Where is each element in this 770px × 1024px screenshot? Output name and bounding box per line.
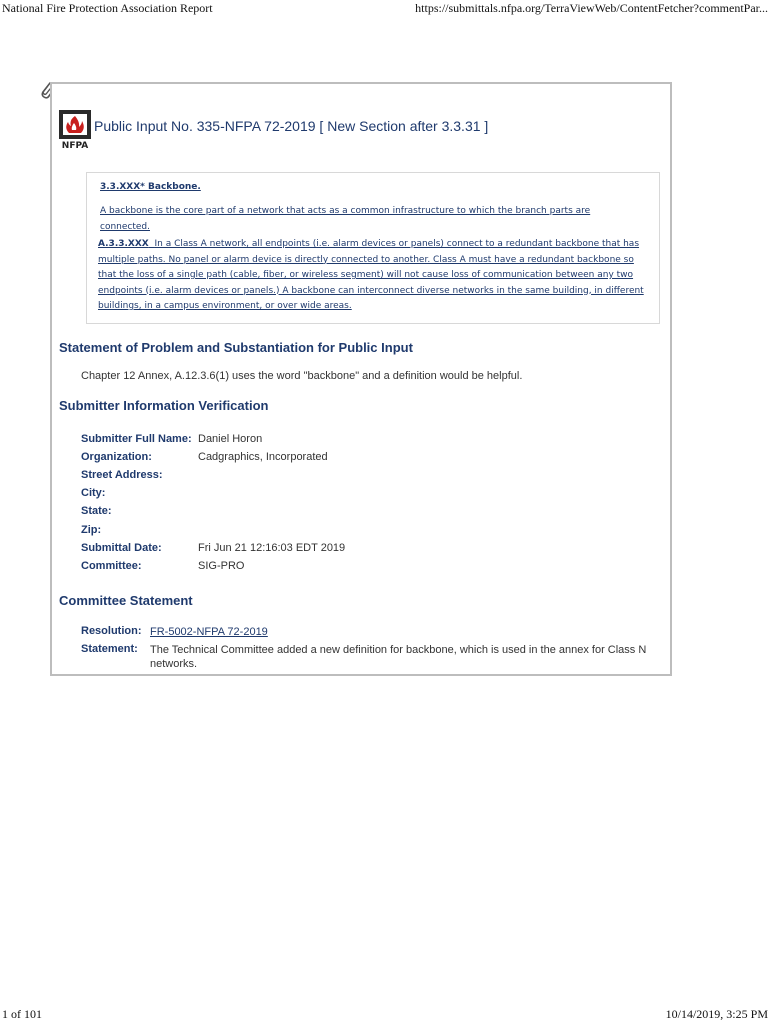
print-header-title: National Fire Protection Association Report xyxy=(2,1,213,15)
nfpa-logo-text: NFPA xyxy=(61,141,89,150)
info-label: Submitter Full Name: xyxy=(81,433,192,445)
public-input-card xyxy=(50,82,672,676)
statement-value: The Technical Committee added a new definition for backbone, which is used in the annex for Class N networks. xyxy=(150,644,647,670)
resolution-label: Resolution: xyxy=(81,625,142,637)
committee-statement-row xyxy=(81,643,656,675)
committee-section-title: Committee Statement xyxy=(59,593,193,608)
statement-text: Chapter 12 Annex, A.12.3.6(1) uses the word "backbone" and a definition would be helpful. xyxy=(81,370,523,382)
info-value: Fri Jun 21 12:16:03 EDT 2019 xyxy=(198,542,346,554)
nfpa-logo-icon xyxy=(58,110,94,150)
definition-heading: 3.3.XXX* Backbone. xyxy=(100,182,201,192)
info-label: Committee: xyxy=(81,560,142,572)
info-value: SIG-PRO xyxy=(198,560,245,572)
statement-section-title: Statement of Problem and Substantiation for Public Input xyxy=(59,340,413,355)
proposed-text-box xyxy=(86,172,660,324)
title-row xyxy=(58,106,658,150)
info-label: Street Address: xyxy=(81,469,163,481)
print-datetime: 10/14/2019, 3:25 PM xyxy=(665,1007,768,1021)
submitter-section-title: Submitter Information Verification xyxy=(59,398,269,413)
info-label: Zip: xyxy=(81,524,102,536)
page-title: Public Input No. 335-NFPA 72-2019 [ New Section after 3.3.31 ] xyxy=(94,118,489,134)
print-header-url[interactable]: https://submittals.nfpa.org/TerraViewWeb/ContentFetcher?commentPar... xyxy=(415,1,768,15)
info-value: Cadgraphics, Incorporated xyxy=(198,451,328,463)
info-label: City: xyxy=(81,487,106,499)
annex-text: In a Class A network, all endpoints (i.e. alarm devices or panels) connect to a redundant backbone that has multiple paths. No panel or alarm device is directly connected to another. Class A must have a redundant backbone so that the loss of a single path (cable, fiber, or wireless segment) will not cause loss of communication between any two endpoints (i.e. alarm devices or panels.) A backbone can interconnect diverse networks in the same building, in different buildings, in a campus environment, or over wide areas. xyxy=(98,239,644,311)
info-label: State: xyxy=(81,505,112,517)
statement-label: Statement: xyxy=(81,643,138,655)
definition-text: A backbone is the core part of a network that acts as a common infrastructure to which the branch parts are connected. xyxy=(100,206,591,232)
annex-paragraph xyxy=(98,237,650,315)
page-number: 1 of 101 xyxy=(2,1007,42,1021)
info-label: Organization: xyxy=(81,451,152,463)
info-label: Submittal Date: xyxy=(81,542,162,554)
resolution-row xyxy=(81,625,656,641)
resolution-link[interactable]: FR-5002-NFPA 72-2019 xyxy=(150,626,268,638)
annex-label: A.3.3.XXX xyxy=(98,239,149,249)
print-footer xyxy=(0,1004,770,1024)
print-header xyxy=(0,0,770,20)
info-value: Daniel Horon xyxy=(198,433,263,445)
